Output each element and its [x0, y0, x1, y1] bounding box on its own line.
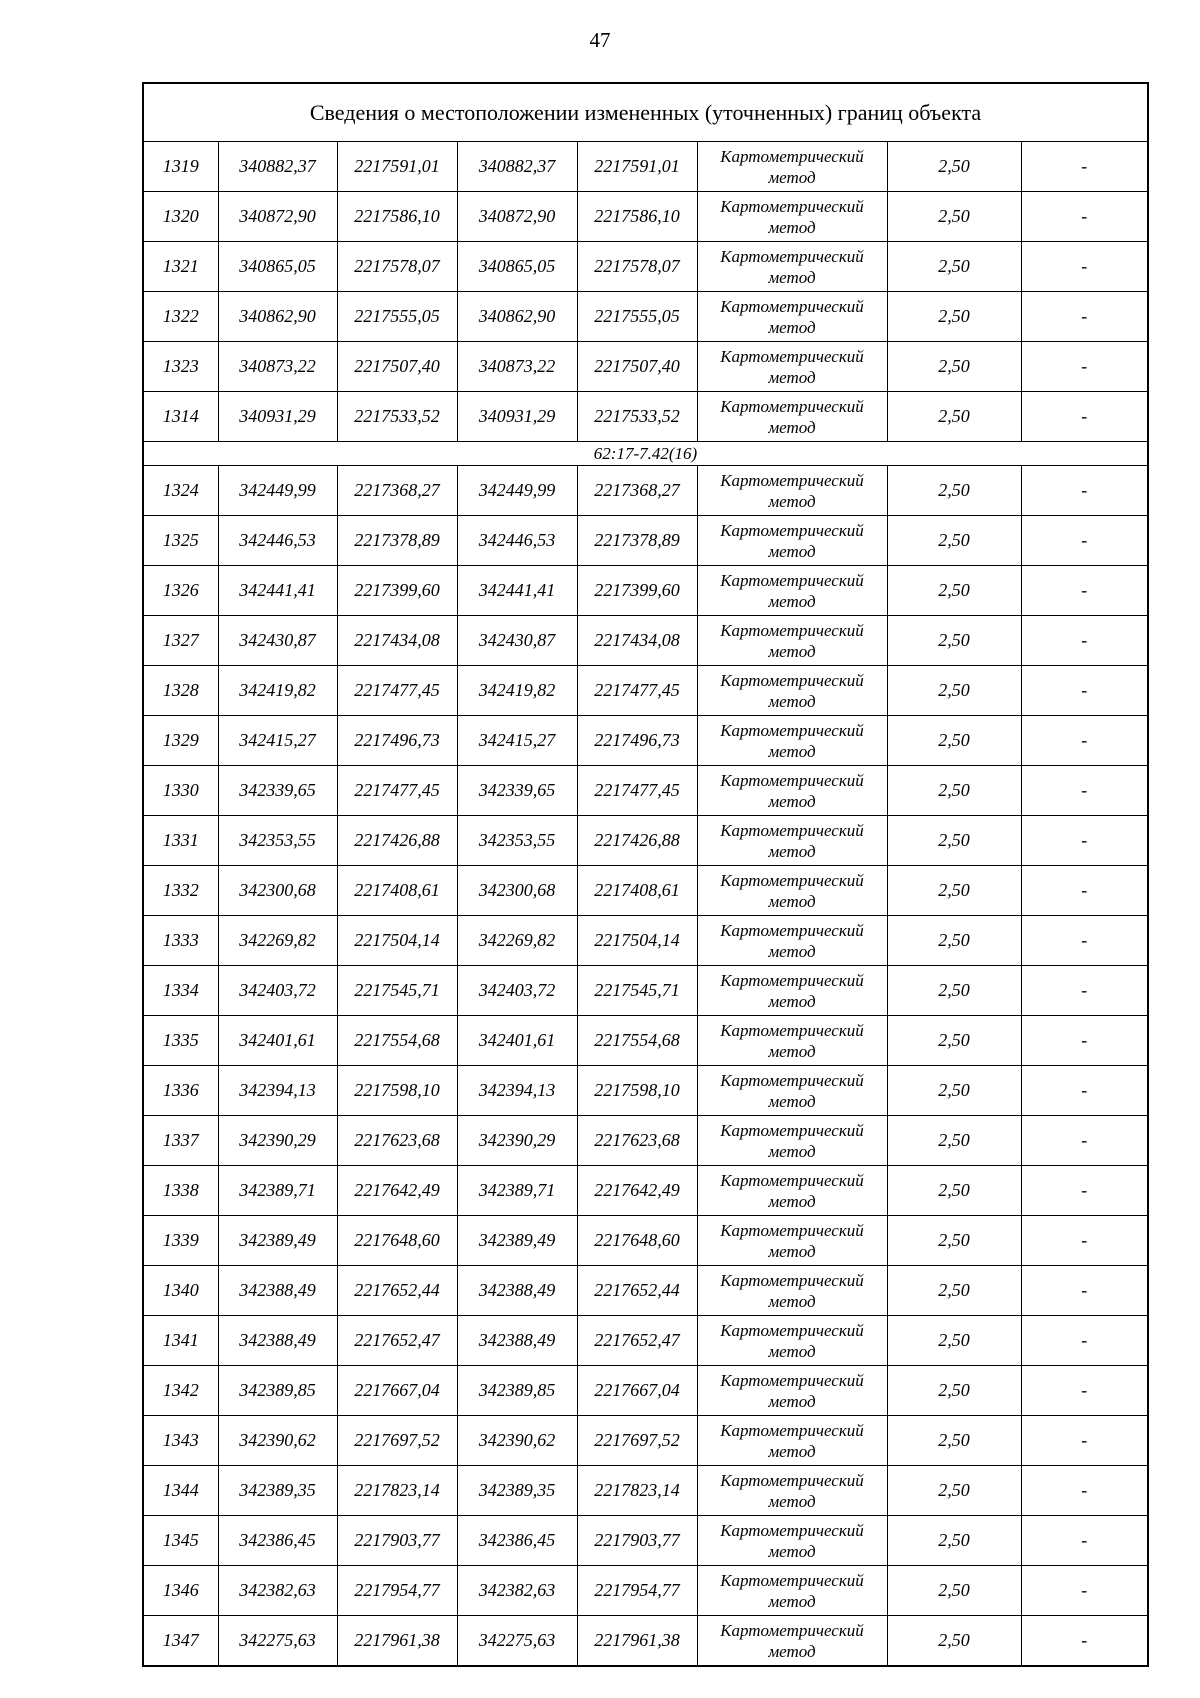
refined-x-cell: 342300,68 [457, 866, 577, 916]
table-row [143, 1066, 1148, 1116]
description-cell: - [1021, 1266, 1148, 1316]
refined-y-cell: 2217598,10 [577, 1066, 697, 1116]
description-cell: - [1021, 1566, 1148, 1616]
refined-x-cell: 340872,90 [457, 192, 577, 242]
description-cell: - [1021, 866, 1148, 916]
existing-x-cell: 342430,87 [218, 616, 337, 666]
refined-y-cell: 2217555,05 [577, 292, 697, 342]
accuracy-cell: 2,50 [887, 1216, 1021, 1266]
existing-y-cell: 2217961,38 [337, 1616, 457, 1667]
accuracy-cell: 2,50 [887, 342, 1021, 392]
boundary-coordinates-table [142, 82, 1149, 1667]
method-cell: Картометрический метод [697, 1566, 887, 1616]
refined-x-cell: 342389,85 [457, 1366, 577, 1416]
point-number-cell: 1339 [143, 1216, 218, 1266]
refined-x-cell: 342339,65 [457, 766, 577, 816]
description-cell: - [1021, 516, 1148, 566]
description-cell: - [1021, 766, 1148, 816]
description-cell: - [1021, 466, 1148, 516]
table-row [143, 716, 1148, 766]
point-number-cell: 1338 [143, 1166, 218, 1216]
description-cell: - [1021, 916, 1148, 966]
method-cell: Картометрический метод [697, 516, 887, 566]
table-row [143, 142, 1148, 192]
refined-y-cell: 2217477,45 [577, 766, 697, 816]
existing-x-cell: 342441,41 [218, 566, 337, 616]
description-cell: - [1021, 1016, 1148, 1066]
accuracy-cell: 2,50 [887, 766, 1021, 816]
existing-x-cell: 342389,71 [218, 1166, 337, 1216]
description-cell: - [1021, 1416, 1148, 1466]
table-row [143, 192, 1148, 242]
description-cell: - [1021, 142, 1148, 192]
point-number-cell: 1329 [143, 716, 218, 766]
description-cell: - [1021, 1466, 1148, 1516]
refined-x-cell: 342403,72 [457, 966, 577, 1016]
table-row [143, 1166, 1148, 1216]
refined-x-cell: 342430,87 [457, 616, 577, 666]
method-cell: Картометрический метод [697, 192, 887, 242]
existing-x-cell: 342390,29 [218, 1116, 337, 1166]
method-cell: Картометрический метод [697, 142, 887, 192]
method-cell: Картометрический метод [697, 1266, 887, 1316]
accuracy-cell: 2,50 [887, 1516, 1021, 1566]
point-number-cell: 1319 [143, 142, 218, 192]
existing-x-cell: 342300,68 [218, 866, 337, 916]
refined-x-cell: 342388,49 [457, 1266, 577, 1316]
point-number-cell: 1337 [143, 1116, 218, 1166]
accuracy-cell: 2,50 [887, 1616, 1021, 1667]
refined-y-cell: 2217477,45 [577, 666, 697, 716]
refined-y-cell: 2217652,44 [577, 1266, 697, 1316]
refined-x-cell: 342449,99 [457, 466, 577, 516]
point-number-cell: 1332 [143, 866, 218, 916]
refined-y-cell: 2217533,52 [577, 392, 697, 442]
existing-x-cell: 342389,49 [218, 1216, 337, 1266]
point-number-cell: 1345 [143, 1516, 218, 1566]
table-title: Сведения о местоположении измененных (уточненных) границ объекта [143, 83, 1148, 142]
description-cell: - [1021, 816, 1148, 866]
existing-y-cell: 2217434,08 [337, 616, 457, 666]
table-row [143, 1316, 1148, 1366]
refined-y-cell: 2217961,38 [577, 1616, 697, 1667]
description-cell: - [1021, 966, 1148, 1016]
table-row [143, 1366, 1148, 1416]
existing-x-cell: 342269,82 [218, 916, 337, 966]
method-cell: Картометрический метод [697, 1466, 887, 1516]
refined-y-cell: 2217591,01 [577, 142, 697, 192]
refined-y-cell: 2217426,88 [577, 816, 697, 866]
method-cell: Картометрический метод [697, 466, 887, 516]
method-cell: Картометрический метод [697, 866, 887, 916]
existing-x-cell: 340865,05 [218, 242, 337, 292]
accuracy-cell: 2,50 [887, 716, 1021, 766]
description-cell: - [1021, 1366, 1148, 1416]
table-row [143, 1116, 1148, 1166]
description-cell: - [1021, 1516, 1148, 1566]
point-number-cell: 1342 [143, 1366, 218, 1416]
table-row [143, 1216, 1148, 1266]
existing-y-cell: 2217545,71 [337, 966, 457, 1016]
refined-x-cell: 342401,61 [457, 1016, 577, 1066]
refined-y-cell: 2217623,68 [577, 1116, 697, 1166]
refined-x-cell: 340862,90 [457, 292, 577, 342]
description-cell: - [1021, 616, 1148, 666]
table-row [143, 866, 1148, 916]
existing-x-cell: 342353,55 [218, 816, 337, 866]
description-cell: - [1021, 1316, 1148, 1366]
existing-y-cell: 2217408,61 [337, 866, 457, 916]
refined-x-cell: 342382,63 [457, 1566, 577, 1616]
table-row [143, 466, 1148, 516]
accuracy-cell: 2,50 [887, 466, 1021, 516]
accuracy-cell: 2,50 [887, 242, 1021, 292]
refined-x-cell: 342386,45 [457, 1516, 577, 1566]
point-number-cell: 1333 [143, 916, 218, 966]
refined-x-cell: 342389,49 [457, 1216, 577, 1266]
existing-y-cell: 2217623,68 [337, 1116, 457, 1166]
existing-y-cell: 2217533,52 [337, 392, 457, 442]
existing-x-cell: 342382,63 [218, 1566, 337, 1616]
refined-y-cell: 2217578,07 [577, 242, 697, 292]
accuracy-cell: 2,50 [887, 516, 1021, 566]
point-number-cell: 1335 [143, 1016, 218, 1066]
point-number-cell: 1331 [143, 816, 218, 866]
existing-x-cell: 340862,90 [218, 292, 337, 342]
method-cell: Картометрический метод [697, 1216, 887, 1266]
refined-x-cell: 342388,49 [457, 1316, 577, 1366]
accuracy-cell: 2,50 [887, 866, 1021, 916]
refined-y-cell: 2217652,47 [577, 1316, 697, 1366]
method-cell: Картометрический метод [697, 292, 887, 342]
existing-x-cell: 342419,82 [218, 666, 337, 716]
refined-x-cell: 342390,62 [457, 1416, 577, 1466]
accuracy-cell: 2,50 [887, 566, 1021, 616]
description-cell: - [1021, 1166, 1148, 1216]
table-row [143, 666, 1148, 716]
point-number-cell: 1336 [143, 1066, 218, 1116]
refined-y-cell: 2217399,60 [577, 566, 697, 616]
refined-x-cell: 342275,63 [457, 1616, 577, 1667]
table-body [143, 83, 1148, 1666]
table-row [143, 1016, 1148, 1066]
point-number-cell: 1321 [143, 242, 218, 292]
point-number-cell: 1323 [143, 342, 218, 392]
description-cell: - [1021, 342, 1148, 392]
method-cell: Картометрический метод [697, 392, 887, 442]
refined-y-cell: 2217823,14 [577, 1466, 697, 1516]
table-row [143, 1616, 1148, 1667]
point-number-cell: 1322 [143, 292, 218, 342]
refined-x-cell: 342269,82 [457, 916, 577, 966]
existing-x-cell: 342389,85 [218, 1366, 337, 1416]
existing-y-cell: 2217555,05 [337, 292, 457, 342]
accuracy-cell: 2,50 [887, 392, 1021, 442]
existing-y-cell: 2217954,77 [337, 1566, 457, 1616]
existing-x-cell: 342275,63 [218, 1616, 337, 1667]
description-cell: - [1021, 192, 1148, 242]
existing-x-cell: 340882,37 [218, 142, 337, 192]
method-cell: Картометрический метод [697, 666, 887, 716]
existing-y-cell: 2217496,73 [337, 716, 457, 766]
description-cell: - [1021, 1216, 1148, 1266]
existing-x-cell: 340931,29 [218, 392, 337, 442]
method-cell: Картометрический метод [697, 1366, 887, 1416]
existing-x-cell: 342449,99 [218, 466, 337, 516]
refined-y-cell: 2217954,77 [577, 1566, 697, 1616]
existing-y-cell: 2217578,07 [337, 242, 457, 292]
existing-y-cell: 2217504,14 [337, 916, 457, 966]
table-row [143, 1516, 1148, 1566]
existing-y-cell: 2217368,27 [337, 466, 457, 516]
accuracy-cell: 2,50 [887, 1166, 1021, 1216]
refined-y-cell: 2217368,27 [577, 466, 697, 516]
description-cell: - [1021, 716, 1148, 766]
section-header-row [143, 442, 1148, 466]
method-cell: Картометрический метод [697, 242, 887, 292]
method-cell: Картометрический метод [697, 916, 887, 966]
table-row [143, 292, 1148, 342]
accuracy-cell: 2,50 [887, 1566, 1021, 1616]
method-cell: Картометрический метод [697, 616, 887, 666]
accuracy-cell: 2,50 [887, 1016, 1021, 1066]
method-cell: Картометрический метод [697, 966, 887, 1016]
point-number-cell: 1340 [143, 1266, 218, 1316]
method-cell: Картометрический метод [697, 766, 887, 816]
existing-y-cell: 2217426,88 [337, 816, 457, 866]
existing-y-cell: 2217399,60 [337, 566, 457, 616]
existing-y-cell: 2217477,45 [337, 766, 457, 816]
description-cell: - [1021, 666, 1148, 716]
refined-y-cell: 2217434,08 [577, 616, 697, 666]
point-number-cell: 1341 [143, 1316, 218, 1366]
existing-y-cell: 2217648,60 [337, 1216, 457, 1266]
existing-x-cell: 342388,49 [218, 1266, 337, 1316]
existing-x-cell: 342388,49 [218, 1316, 337, 1366]
refined-x-cell: 342389,35 [457, 1466, 577, 1516]
description-cell: - [1021, 1116, 1148, 1166]
existing-x-cell: 340873,22 [218, 342, 337, 392]
method-cell: Картометрический метод [697, 1016, 887, 1066]
existing-y-cell: 2217652,47 [337, 1316, 457, 1366]
refined-y-cell: 2217408,61 [577, 866, 697, 916]
existing-y-cell: 2217477,45 [337, 666, 457, 716]
point-number-cell: 1347 [143, 1616, 218, 1667]
refined-x-cell: 340931,29 [457, 392, 577, 442]
table-row [143, 1416, 1148, 1466]
description-cell: - [1021, 1066, 1148, 1116]
accuracy-cell: 2,50 [887, 1116, 1021, 1166]
accuracy-cell: 2,50 [887, 1366, 1021, 1416]
refined-y-cell: 2217586,10 [577, 192, 697, 242]
refined-y-cell: 2217648,60 [577, 1216, 697, 1266]
existing-y-cell: 2217554,68 [337, 1016, 457, 1066]
refined-y-cell: 2217903,77 [577, 1516, 697, 1566]
accuracy-cell: 2,50 [887, 966, 1021, 1016]
existing-x-cell: 342389,35 [218, 1466, 337, 1516]
table-row [143, 242, 1148, 292]
existing-y-cell: 2217652,44 [337, 1266, 457, 1316]
refined-y-cell: 2217667,04 [577, 1366, 697, 1416]
table-row [143, 1266, 1148, 1316]
method-cell: Картометрический метод [697, 1316, 887, 1366]
description-cell: - [1021, 292, 1148, 342]
existing-x-cell: 342339,65 [218, 766, 337, 816]
accuracy-cell: 2,50 [887, 816, 1021, 866]
existing-x-cell: 342390,62 [218, 1416, 337, 1466]
refined-x-cell: 342390,29 [457, 1116, 577, 1166]
method-cell: Картометрический метод [697, 1616, 887, 1667]
method-cell: Картометрический метод [697, 1166, 887, 1216]
existing-x-cell: 342394,13 [218, 1066, 337, 1116]
refined-x-cell: 342415,27 [457, 716, 577, 766]
point-number-cell: 1324 [143, 466, 218, 516]
point-number-cell: 1343 [143, 1416, 218, 1466]
method-cell: Картометрический метод [697, 342, 887, 392]
accuracy-cell: 2,50 [887, 192, 1021, 242]
point-number-cell: 1344 [143, 1466, 218, 1516]
table-row [143, 516, 1148, 566]
existing-y-cell: 2217591,01 [337, 142, 457, 192]
refined-y-cell: 2217554,68 [577, 1016, 697, 1066]
refined-x-cell: 342446,53 [457, 516, 577, 566]
table-row [143, 1566, 1148, 1616]
accuracy-cell: 2,50 [887, 292, 1021, 342]
section-label: 62:17-7.42(16) [143, 442, 1148, 466]
existing-y-cell: 2217598,10 [337, 1066, 457, 1116]
refined-x-cell: 342419,82 [457, 666, 577, 716]
existing-y-cell: 2217823,14 [337, 1466, 457, 1516]
refined-y-cell: 2217504,14 [577, 916, 697, 966]
accuracy-cell: 2,50 [887, 1266, 1021, 1316]
existing-x-cell: 342386,45 [218, 1516, 337, 1566]
existing-x-cell: 342401,61 [218, 1016, 337, 1066]
refined-x-cell: 342353,55 [457, 816, 577, 866]
existing-y-cell: 2217697,52 [337, 1416, 457, 1466]
refined-x-cell: 342389,71 [457, 1166, 577, 1216]
existing-x-cell: 342403,72 [218, 966, 337, 1016]
point-number-cell: 1334 [143, 966, 218, 1016]
method-cell: Картометрический метод [697, 566, 887, 616]
accuracy-cell: 2,50 [887, 142, 1021, 192]
refined-x-cell: 340865,05 [457, 242, 577, 292]
refined-y-cell: 2217496,73 [577, 716, 697, 766]
existing-y-cell: 2217667,04 [337, 1366, 457, 1416]
method-cell: Картометрический метод [697, 716, 887, 766]
existing-x-cell: 340872,90 [218, 192, 337, 242]
description-cell: - [1021, 1616, 1148, 1667]
refined-x-cell: 342441,41 [457, 566, 577, 616]
table-row [143, 816, 1148, 866]
point-number-cell: 1346 [143, 1566, 218, 1616]
table-row [143, 916, 1148, 966]
accuracy-cell: 2,50 [887, 916, 1021, 966]
method-cell: Картометрический метод [697, 1066, 887, 1116]
accuracy-cell: 2,50 [887, 666, 1021, 716]
method-cell: Картометрический метод [697, 816, 887, 866]
point-number-cell: 1314 [143, 392, 218, 442]
refined-y-cell: 2217697,52 [577, 1416, 697, 1466]
existing-y-cell: 2217378,89 [337, 516, 457, 566]
table-row [143, 392, 1148, 442]
existing-y-cell: 2217586,10 [337, 192, 457, 242]
accuracy-cell: 2,50 [887, 1066, 1021, 1116]
refined-y-cell: 2217378,89 [577, 516, 697, 566]
description-cell: - [1021, 392, 1148, 442]
existing-x-cell: 342415,27 [218, 716, 337, 766]
table-row [143, 1466, 1148, 1516]
description-cell: - [1021, 242, 1148, 292]
method-cell: Картометрический метод [697, 1416, 887, 1466]
point-number-cell: 1325 [143, 516, 218, 566]
point-number-cell: 1326 [143, 566, 218, 616]
existing-y-cell: 2217507,40 [337, 342, 457, 392]
refined-x-cell: 342394,13 [457, 1066, 577, 1116]
accuracy-cell: 2,50 [887, 616, 1021, 666]
method-cell: Картометрический метод [697, 1516, 887, 1566]
accuracy-cell: 2,50 [887, 1316, 1021, 1366]
refined-y-cell: 2217545,71 [577, 966, 697, 1016]
accuracy-cell: 2,50 [887, 1466, 1021, 1516]
table-title-row [143, 83, 1148, 142]
table-row [143, 616, 1148, 666]
method-cell: Картометрический метод [697, 1116, 887, 1166]
point-number-cell: 1327 [143, 616, 218, 666]
refined-x-cell: 340882,37 [457, 142, 577, 192]
accuracy-cell: 2,50 [887, 1416, 1021, 1466]
existing-y-cell: 2217642,49 [337, 1166, 457, 1216]
existing-x-cell: 342446,53 [218, 516, 337, 566]
refined-y-cell: 2217642,49 [577, 1166, 697, 1216]
table-row [143, 342, 1148, 392]
description-cell: - [1021, 566, 1148, 616]
point-number-cell: 1328 [143, 666, 218, 716]
refined-x-cell: 340873,22 [457, 342, 577, 392]
table-row [143, 966, 1148, 1016]
point-number-cell: 1320 [143, 192, 218, 242]
refined-y-cell: 2217507,40 [577, 342, 697, 392]
point-number-cell: 1330 [143, 766, 218, 816]
table-row [143, 766, 1148, 816]
table-row [143, 566, 1148, 616]
existing-y-cell: 2217903,77 [337, 1516, 457, 1566]
page-number: 47 [589, 28, 611, 52]
